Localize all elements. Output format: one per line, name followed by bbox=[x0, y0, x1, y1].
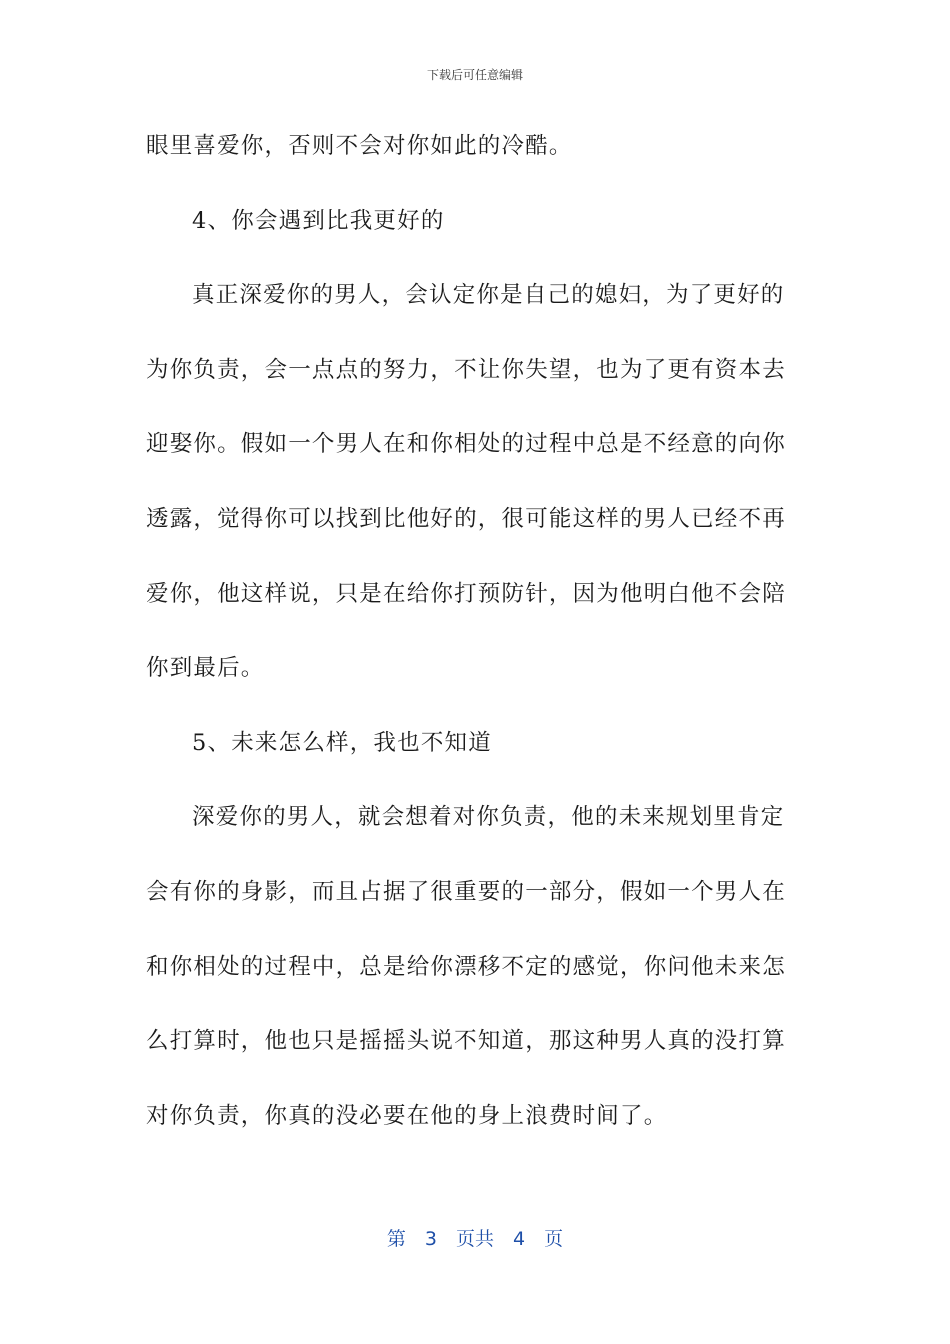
body-line: 真正深爱你的男人，会认定你是自己的媳妇，为了更好的 bbox=[192, 282, 785, 309]
body-line: 和你相处的过程中，总是给你漂移不定的感觉，你问他未来怎 bbox=[146, 953, 786, 980]
body-line: 会有你的身影，而且占据了很重要的一部分，假如一个男人在 bbox=[146, 878, 786, 905]
body-line: 么打算时，他也只是摇摇头说不知道，那这种男人真的没打算 bbox=[146, 1028, 786, 1055]
page-number-footer: 第 3 页共 4 页 bbox=[386, 1228, 564, 1250]
body-line: 爱你，他这样说，只是在给你打预防针，因为他明白他不会陪 bbox=[146, 580, 786, 607]
body-line: 为你负责，会一点点的努力，不让你失望，也为了更有资本去 bbox=[146, 356, 786, 383]
section-heading: 4、你会遇到比我更好的 bbox=[192, 207, 445, 234]
document-body bbox=[146, 122, 790, 1166]
section-heading: 5、未来怎么样，我也不知道 bbox=[192, 729, 492, 756]
body-line: 迎娶你。假如一个男人在和你相处的过程中总是不经意的向你 bbox=[146, 431, 786, 458]
body-line: 对你负责，你真的没必要在他的身上浪费时间了。 bbox=[146, 1102, 668, 1129]
body-line: 眼里喜爱你，否则不会对你如此的冷酷。 bbox=[146, 133, 573, 159]
page-header: 下载后可任意编辑 bbox=[426, 68, 523, 82]
body-line: 你到最后。 bbox=[146, 655, 265, 682]
body-line: 透露，觉得你可以找到比他好的，很可能这样的男人已经不再 bbox=[146, 505, 786, 532]
body-line: 深爱你的男人，就会想着对你负责，他的未来规划里肯定 bbox=[192, 804, 785, 831]
